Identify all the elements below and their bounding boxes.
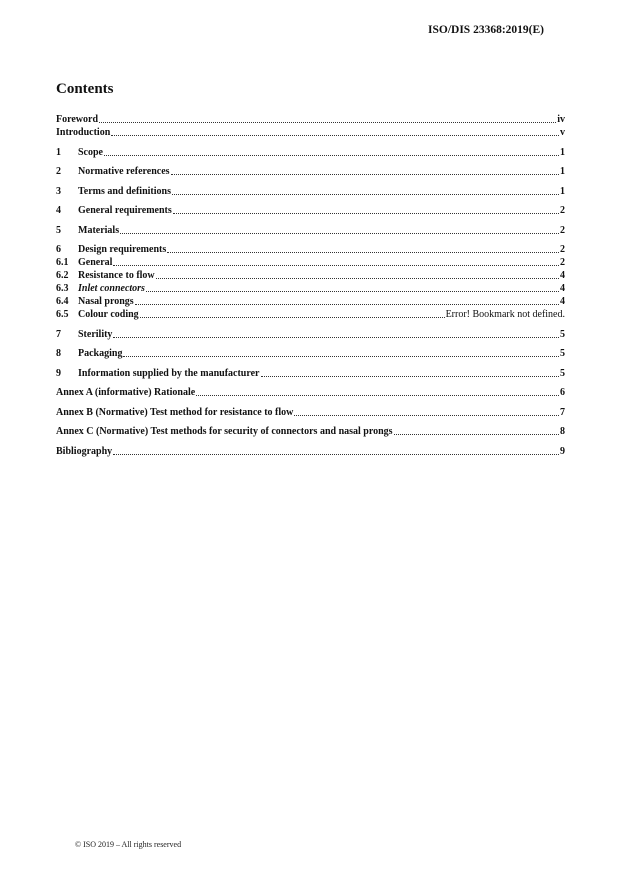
toc-entry-number: 1 <box>56 146 61 158</box>
toc-leader-dots <box>167 252 559 253</box>
toc-entry-page: 4 <box>560 283 565 294</box>
toc-entry-scope[interactable] <box>56 146 565 159</box>
toc-entry-page: 2 <box>560 257 565 268</box>
toc-entry-title: General <box>78 257 113 268</box>
toc-entry-general[interactable] <box>56 256 565 269</box>
toc-leader-dots <box>104 155 559 156</box>
toc-leader-dots <box>156 278 559 279</box>
toc-entry-page: 5 <box>560 328 565 340</box>
toc-entry-title: Terms and definitions <box>78 185 171 197</box>
toc-leader-dots <box>113 454 559 455</box>
toc-entry-information-supplied[interactable] <box>56 367 565 380</box>
toc-entry-number: 6.4 <box>56 296 69 307</box>
toc-entry-title: Materials <box>78 224 120 236</box>
toc-entry-general-requirements[interactable] <box>56 204 565 217</box>
toc-entry-title: Annex B (Normative) Test method for resistance to flow <box>56 406 294 418</box>
toc-entry-number: 2 <box>56 166 61 177</box>
toc-entry-number: 6 <box>56 244 61 255</box>
toc-entry-resistance-to-flow[interactable] <box>56 269 565 282</box>
toc-entry-annex-c[interactable] <box>56 425 565 438</box>
toc-entry-page: 7 <box>560 406 565 418</box>
toc-entry-number: 9 <box>56 367 61 379</box>
toc-entry-annex-a[interactable] <box>56 386 565 399</box>
toc-entry-sterility[interactable] <box>56 328 565 341</box>
toc-leader-dots <box>113 265 559 266</box>
toc-leader-dots <box>135 304 559 305</box>
contents-title: Contents <box>56 81 114 97</box>
toc-entry-introduction[interactable] <box>56 126 565 139</box>
toc-leader-dots <box>111 135 559 136</box>
toc-entry-title: Scope <box>78 146 103 158</box>
toc-entry-page: 2 <box>560 224 565 236</box>
toc-leader-dots <box>113 337 559 338</box>
toc-entry-page: 1 <box>560 146 565 158</box>
toc-leader-dots <box>261 376 560 377</box>
toc-entry-page: 2 <box>560 205 565 216</box>
toc-entry-title: Sterility <box>78 328 113 340</box>
toc-entry-design-requirements[interactable] <box>56 243 565 256</box>
toc-entry-number: 4 <box>56 205 61 216</box>
toc-entry-title: General requirements <box>78 205 172 216</box>
toc-entry-page: v <box>560 127 565 138</box>
toc-entry-number: 7 <box>56 328 61 340</box>
toc-entry-number: 6.2 <box>56 270 69 281</box>
toc-entry-title: Colour coding <box>78 309 139 320</box>
toc-entry-page: iv <box>557 114 565 125</box>
toc-entry-normative-references[interactable] <box>56 165 565 178</box>
toc-entry-page: 1 <box>560 185 565 197</box>
toc-entry-foreword[interactable] <box>56 113 565 126</box>
toc-entry-number: 6.3 <box>56 283 69 294</box>
toc-entry-title: Annex A (informative) Rationale <box>56 387 196 398</box>
toc-entry-inlet-connectors[interactable] <box>56 282 565 295</box>
toc-entry-page: 4 <box>560 270 565 281</box>
toc-entry-title: Resistance to flow <box>78 270 155 281</box>
toc-leader-dots <box>196 395 559 396</box>
toc-entry-number: 6.5 <box>56 309 69 320</box>
toc-entry-page: 1 <box>560 166 565 177</box>
toc-entry-bibliography[interactable] <box>56 445 565 458</box>
toc-entry-number: 8 <box>56 348 61 359</box>
toc-leader-dots <box>123 356 559 357</box>
toc-entry-title: Packaging <box>78 348 123 359</box>
toc-entry-page-error: Error! Bookmark not defined. <box>445 309 565 320</box>
toc-leader-dots <box>171 174 559 175</box>
toc-entry-materials[interactable] <box>56 224 565 237</box>
toc-leader-dots <box>99 122 556 123</box>
toc-entry-annex-b[interactable] <box>56 406 565 419</box>
toc-entry-number: 5 <box>56 224 61 236</box>
toc-entry-page: 6 <box>560 387 565 398</box>
toc-entry-colour-coding[interactable] <box>56 308 565 321</box>
toc-entry-page: 5 <box>560 348 565 359</box>
toc-entry-title: Nasal prongs <box>78 296 134 307</box>
toc-entry-page: 5 <box>560 367 565 379</box>
toc-entry-title: Design requirements <box>78 244 167 255</box>
toc-entry-title: Normative references <box>78 166 170 177</box>
toc-entry-page: 4 <box>560 296 565 307</box>
toc-entry-title: Introduction <box>56 127 111 138</box>
toc-entry-title: Bibliography <box>56 445 113 457</box>
toc-entry-title: Inlet connectors <box>78 283 145 294</box>
table-of-contents <box>56 113 565 458</box>
toc-entry-packaging[interactable] <box>56 347 565 360</box>
toc-entry-nasal-prongs[interactable] <box>56 295 565 308</box>
toc-entry-page: 9 <box>560 445 565 457</box>
toc-leader-dots <box>294 415 559 416</box>
copyright-footer: © ISO 2019 – All rights reserved <box>75 840 182 849</box>
toc-entry-title: Foreword <box>56 114 99 125</box>
toc-entry-number: 3 <box>56 185 61 197</box>
toc-entry-title: Annex C (Normative) Test methods for security of connectors and nasal prongs <box>56 426 393 437</box>
toc-leader-dots <box>173 213 559 214</box>
toc-entry-terms-and-definitions[interactable] <box>56 185 565 198</box>
toc-entry-title: Information supplied by the manufacturer <box>78 367 260 379</box>
toc-leader-dots <box>146 291 559 292</box>
toc-entry-page: 2 <box>560 244 565 255</box>
toc-entry-number: 6.1 <box>56 257 69 268</box>
toc-leader-dots <box>120 233 559 234</box>
toc-entry-page: 8 <box>560 426 565 437</box>
toc-leader-dots <box>394 434 559 435</box>
document-id: ISO/DIS 23368:2019(E) <box>428 24 544 36</box>
toc-leader-dots <box>140 317 445 318</box>
toc-leader-dots <box>172 194 559 195</box>
